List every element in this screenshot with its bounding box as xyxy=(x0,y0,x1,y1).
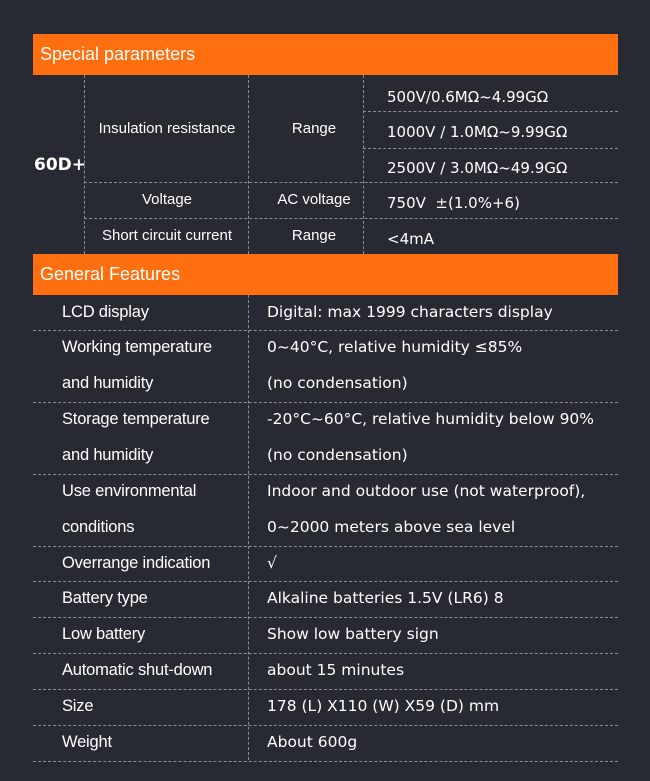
feature-value: (no condensation) xyxy=(267,446,408,464)
model-label: 60D+ xyxy=(34,155,87,175)
insulation-range-label: Range xyxy=(291,120,337,137)
row-divider xyxy=(33,725,618,726)
feature-label: LCD display xyxy=(62,302,149,321)
feature-value: about 15 minutes xyxy=(267,661,405,679)
feature-label: Automatic shut-down xyxy=(62,661,213,679)
row-divider xyxy=(33,546,618,547)
voltage-label: Voltage xyxy=(141,191,193,208)
insulation-value: 1000V / 1.0MΩ~9.99GΩ xyxy=(387,123,568,141)
divider xyxy=(248,75,249,254)
feature-value: 0~2000 meters above sea level xyxy=(267,518,516,536)
short-circuit-value: <4mA xyxy=(387,230,434,248)
feature-label: Use environmental xyxy=(62,482,197,500)
row-divider xyxy=(33,761,618,762)
voltage-value: 750V ±(1.0%+6) xyxy=(387,194,520,212)
divider xyxy=(363,75,364,254)
row-divider xyxy=(33,330,618,331)
row-divider xyxy=(33,402,618,403)
feature-value: -20°C~60°C, relative humidity below 90% xyxy=(267,410,595,428)
row-divider xyxy=(33,474,618,475)
feature-value: Digital: max 1999 characters display xyxy=(267,302,553,321)
row-divider xyxy=(33,653,618,654)
divider xyxy=(84,218,618,219)
feature-label: Battery type xyxy=(62,589,148,607)
feature-value: Alkaline batteries 1.5V (LR6) 8 xyxy=(267,589,504,607)
feature-label: Overrange indication xyxy=(62,553,211,572)
general-features-header: General Features xyxy=(33,254,618,295)
row-divider xyxy=(33,689,618,690)
feature-label: conditions xyxy=(62,518,135,536)
ac-voltage-label: AC voltage xyxy=(277,191,351,208)
feature-value: (no condensation) xyxy=(267,374,408,392)
feature-label: Working temperature xyxy=(62,338,212,356)
short-circuit-current-label: Short circuit current xyxy=(101,227,233,244)
divider xyxy=(363,111,618,112)
row-divider xyxy=(33,617,618,618)
feature-value: √ xyxy=(267,553,277,572)
feature-value: Show low battery sign xyxy=(267,625,439,643)
short-range-label: Range xyxy=(291,227,337,244)
divider xyxy=(248,295,249,760)
feature-value: Indoor and outdoor use (not waterproof), xyxy=(267,482,586,500)
special-parameters-header: Special parameters xyxy=(33,34,618,75)
feature-value: About 600g xyxy=(267,733,358,751)
feature-value: 0~40°C, relative humidity ≤85% xyxy=(267,338,523,356)
insulation-resistance-label: Insulation resistance xyxy=(98,120,236,137)
insulation-value: 500V/0.6MΩ~4.99GΩ xyxy=(387,88,549,106)
divider xyxy=(363,148,618,149)
feature-label: Weight xyxy=(62,733,112,751)
row-divider xyxy=(33,581,618,582)
feature-label: Size xyxy=(62,697,94,715)
insulation-value: 2500V / 3.0MΩ~49.9GΩ xyxy=(387,159,568,177)
feature-label: and humidity xyxy=(62,446,154,464)
feature-label: and humidity xyxy=(62,374,154,392)
feature-value: 178 (L) X110 (W) X59 (D) mm xyxy=(267,697,500,715)
feature-label: Storage temperature xyxy=(62,410,210,428)
feature-label: Low battery xyxy=(62,625,146,643)
divider xyxy=(84,182,618,183)
